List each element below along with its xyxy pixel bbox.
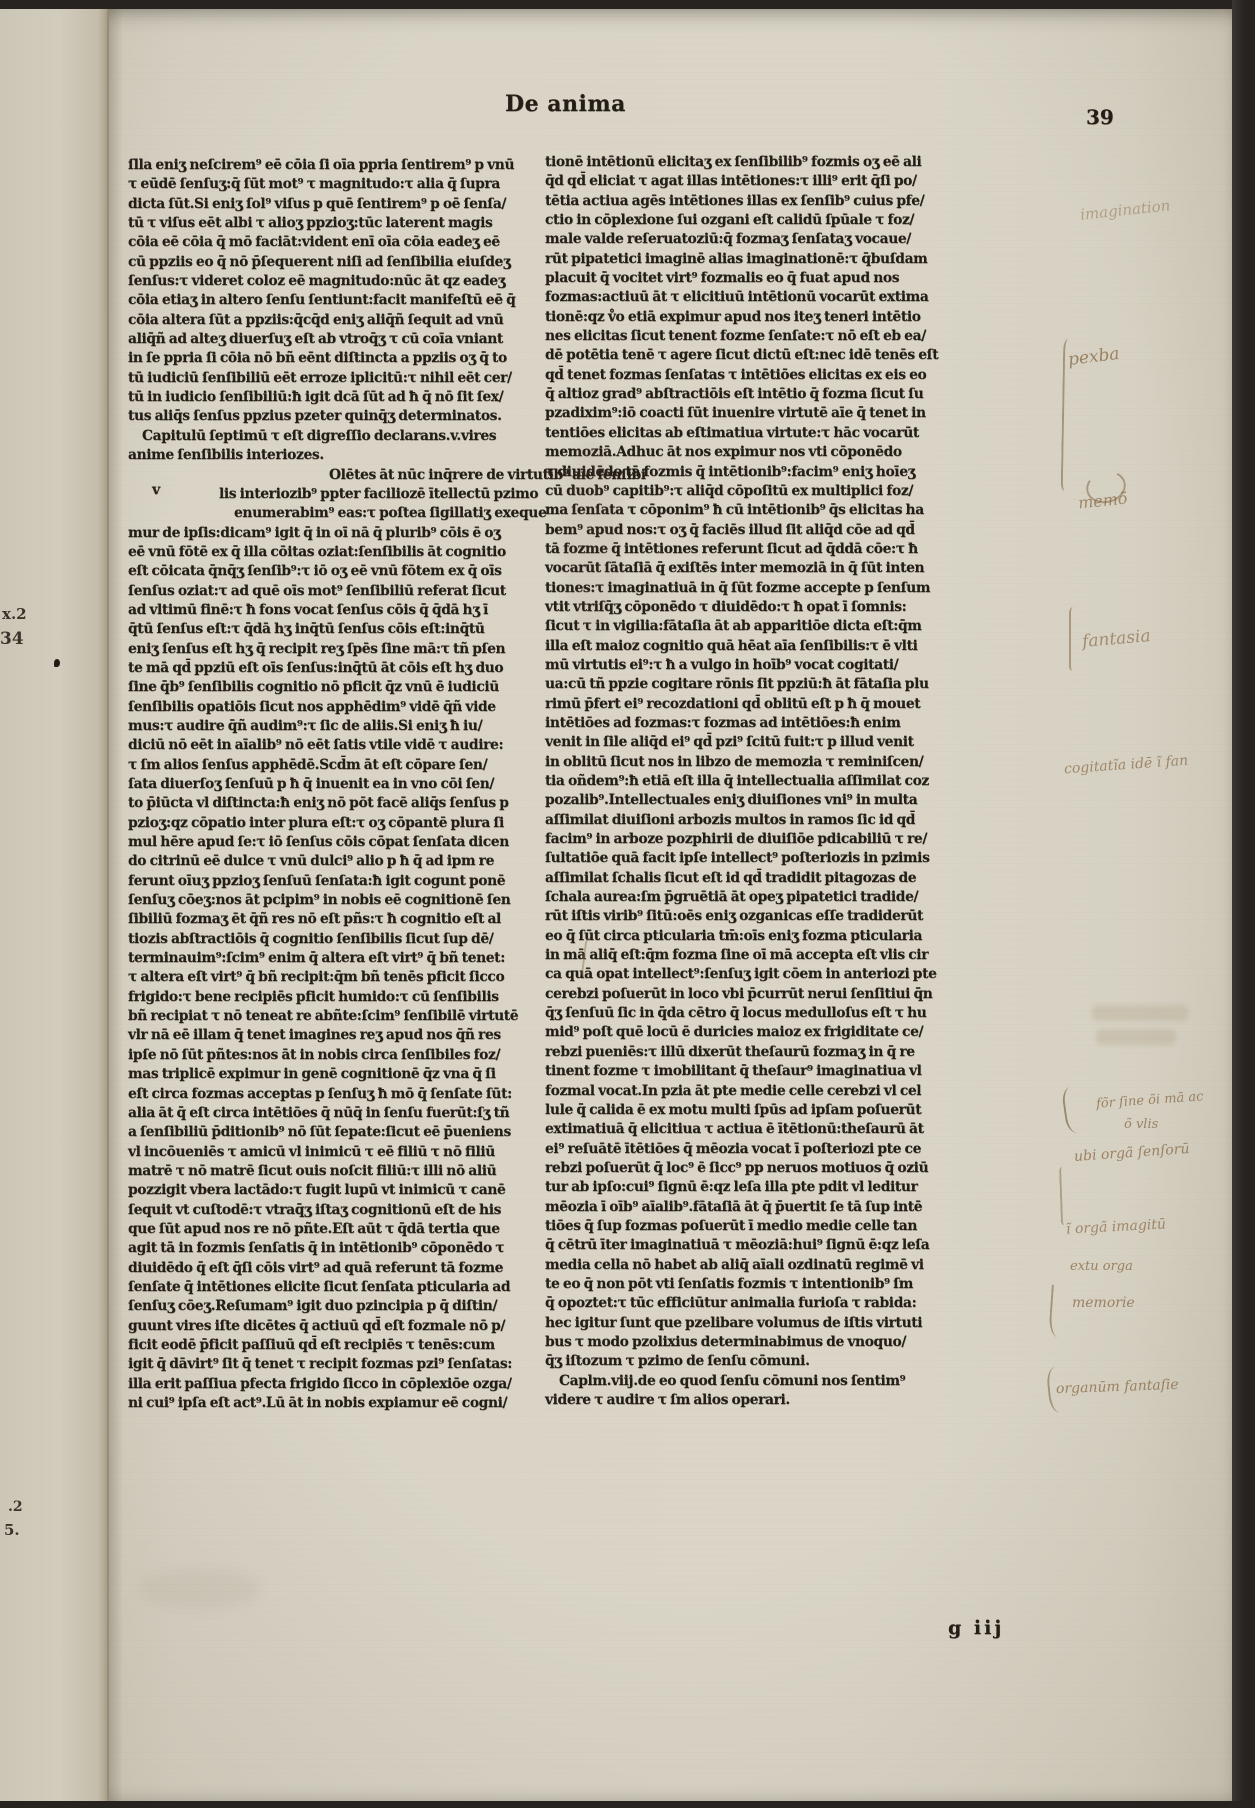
text-line: Caplm.viij.de eo quod ſenſu cōmuni nos ſentim⁹ xyxy=(559,1372,906,1389)
text-line: cū duob⁹ capitib⁹:τ aliq̄d cōpoſitū ex multiplici foz/ xyxy=(545,482,914,499)
text-line: pzioʒ:qz cōpatio inter plura eſt:τ oʒ cōpantē plura ſi xyxy=(128,814,504,831)
scan-edge-top xyxy=(0,0,1255,9)
text-line: rūt iſtis virib⁹ ſitū:oēs eniʒ ozganicas eſſe tradiderūt xyxy=(545,908,924,925)
text-line: tiōes q̄ ſup fozmas poſuerūt ī medio medie celle tan xyxy=(545,1217,918,1234)
text-line: rebzi poſuerūt q̄ loc⁹ ē ſicc⁹ pp neruos motiuos q̄ oziū xyxy=(545,1159,929,1176)
quire-signature: g iij xyxy=(948,1617,1005,1639)
text-line: q̄ opoztet:τ tūc efficiūtur animalia furioſa τ rabida: xyxy=(545,1295,917,1312)
left-margin-note: 34 xyxy=(0,629,24,649)
text-line: vtit vtriſq̄ʒ cōponēdo τ diuidēdo:τ ħ opat ī ſomnis: xyxy=(545,598,907,615)
text-line: eē vnū fōtē ex q̄ illa cōitas oziat:ſenſibilis āt cognitio xyxy=(128,543,506,560)
text-line: ad vltimū finē:τ ħ fons vocat ſenſus cōis q̄ q̄dā hʒ ī xyxy=(128,601,489,618)
text-line: Olētes āt nūc inq̄rere de virtutib⁹ aīe ſenſibi xyxy=(329,466,646,483)
text-line: aſſimilat diuiſioni arbozis multos in ramos ſic id qd̄ xyxy=(545,811,916,828)
margin-note-memoria: memõ xyxy=(1077,488,1129,513)
text-line: vocarūt ſātaſiā q̄ exiſtēs inter memoziā in q̄ ſūt inten xyxy=(545,560,925,577)
margin-note-universalis: õ vlis xyxy=(1124,1117,1159,1132)
text-line: q̄ altioz grad⁹ abſtractiōis eſt intētio q̄ fozma ſicut ſu xyxy=(545,386,924,403)
text-line: hec igitur ſunt que pzelibare volumus de iſtis virtuti xyxy=(545,1314,923,1331)
text-line: aliq̄ñ ad alteʒ diuerſuʒ eſt ab vtroq̄ʒ τ cū coīa vniant xyxy=(128,331,503,348)
running-title: De anima xyxy=(505,91,626,117)
text-column-right xyxy=(545,153,939,1410)
text-line: τ ſm alios ſenſus apphēdē.Scd̄m āt eſt cōpare ſen/ xyxy=(128,756,488,773)
paper-smudge xyxy=(140,1569,260,1609)
text-line: tā fozme q̄ intētiones referunt ſicut ad q̄ddā cōe:τ ħ xyxy=(545,540,918,557)
text-line: te mā qd̄ ppziū eſt oīs ſenſus:inq̄tū āt cōis eſt hʒ duo xyxy=(128,659,504,676)
text-line: ſequit vt cuſtodē:τ vtraq̄ʒ iſtaʒ cognitionū eſt de his xyxy=(128,1201,502,1218)
text-line: ni cui⁹ ipſa eſt act⁹.Lū āt in nobis expiamur eē cogni/ xyxy=(128,1395,508,1411)
text-line: tinent fozme τ imobilitant q̄ theſaur⁹ imaginatiua vl xyxy=(545,1063,922,1080)
text-line: q̄ʒ iſtozum τ pzimo de ſenſu cōmuni. xyxy=(545,1353,810,1370)
margin-note-cogitativa: cogitatĩa idē ĩ fan xyxy=(1063,752,1189,778)
text-line: ei⁹ reſuātē ītētiōes q̄ mēozia vocat ī poſteriozi pte ce xyxy=(545,1140,922,1157)
text-line: pozalib⁹.Intellectuales eniʒ diuiſiones vni⁹ in multa xyxy=(545,792,918,809)
text-line: in ſe ppria ſi cōia nō bñ eēnt diſtincta a ppziis oʒ q̄ to xyxy=(128,350,507,367)
text-line: bem⁹ apud nos:τ oʒ q̄ faciēs illud ſit aliq̄d cōe ad qd̄ xyxy=(545,521,915,538)
left-margin-note: x.2 xyxy=(2,605,27,623)
text-line: ſenſuʒ cōeʒ.Reſumam⁹ igit duo pzincipia p q̄ diſtin/ xyxy=(128,1298,498,1315)
margin-note-forma-sine-materia: fõr ſine õi mā ac xyxy=(1095,1089,1204,1112)
erased-margin-note xyxy=(1092,1005,1188,1021)
text-line: τ diuidēdo tā fozmis q̄ intētionib⁹:facim⁹ eniʒ hoīeʒ xyxy=(545,463,916,480)
text-line: mēozia ī oīb⁹ aīalib⁹.fātaſiā āt q̄ p̄uertit ſe tā ſup intē xyxy=(545,1198,923,1215)
text-line: tur ab ipſo:cui⁹ ſignū ē:qz leſa illa pte pdit vl leditur xyxy=(545,1179,918,1196)
text-line: eſt circa fozmas acceptas p ſenſuʒ ħ mō q̄ ſenſate ſūt: xyxy=(128,1085,512,1102)
text-line: ſine q̄b⁹ ſenſibilis cognitio nō pficit q̄z vnū ē iudiciū xyxy=(128,679,499,696)
text-line: memoziā.Adhuc āt nos expimur nos vti cōponēdo xyxy=(545,444,902,461)
erased-margin-note xyxy=(1096,1029,1176,1045)
text-line: τ altera eſt virt⁹ q̄ bñ recipit:q̄m bñ tenēs pficit ſicco xyxy=(128,969,505,986)
text-line: do citrinū eē dulce τ vnū dulci⁹ alio p ħ q̄ ad ipm re xyxy=(128,853,495,870)
ink-blot xyxy=(54,659,60,667)
text-line: anime ſenſibilis interiozes. xyxy=(128,447,324,464)
text-line: ſata diuerſoʒ ſenſuū p ħ q̄ inuenit ea in vno cōi ſen/ xyxy=(128,776,495,792)
text-line: guunt vires iſte dicētes q̄ actiuū qd̄ eſt fozmale nō p/ xyxy=(128,1317,506,1334)
margin-note-imagination: imagination xyxy=(1079,196,1172,224)
text-line: mū virtutis ei⁹:τ ħ a vulgo in hoīb⁹ vocat cogitati/ xyxy=(545,656,899,673)
text-line: tū τ viſus eēt albi τ alioʒ ppzioʒ:tūc laterent magis xyxy=(128,215,493,232)
text-line: tū in iudicio ſenſibiliū:ħ igit dcā ſūt ad ħ q̄ nō ſit ſex/ xyxy=(128,389,504,406)
text-line: ferunt oīuʒ ppzioʒ ſenſuū ſenſata:ħ igit cogunt ponē xyxy=(128,872,506,889)
text-line: tionē intētionū elicitaʒ ex ſenſibilib⁹ fozmis oʒ eē ali xyxy=(545,154,922,170)
text-line: ma ſenſata τ cōponim⁹ ħ cū intētionib⁹ q̄s elicitas ha xyxy=(545,502,924,519)
gutter-crease xyxy=(109,9,123,1802)
text-line: illa erit paſſiua pfecta frigido ſicco in cōplexiōe ozga/ xyxy=(128,1375,512,1392)
text-line: male valde reſeruatoziū:q̄ fozmaʒ ſenſataʒ vocaue/ xyxy=(545,231,911,248)
text-line: cōia etiaʒ in altero ſenſu ſentiunt:facit manifeſtū eē q̄ xyxy=(128,292,516,309)
text-line: videre τ audire τ ſm alios operari. xyxy=(545,1392,790,1408)
margin-note-organum-imaginationis: ĩ orgã imagitū xyxy=(1065,1216,1167,1238)
text-line: media cella nō habet ab aliq̄ aīali ozdinatū regimē vi xyxy=(545,1256,924,1273)
text-line: vl incōueniēs τ amicū vl inimicū τ eē filiū τ nō filiū xyxy=(128,1143,495,1160)
text-line: facim⁹ in arboze pozphirii de diuiſiōe pdicabiliū τ re/ xyxy=(545,831,928,848)
text-line: cōia eē cōia q̄ mō faciāt:vident enī oīa cōia eadeʒ eē xyxy=(128,234,500,251)
text-line: tiones:τ imaginatiuā in q̄ ſūt fozme accepte p ſenſum xyxy=(545,579,931,596)
text-line: tētia actiua agēs intētiones illas ex ſenſib⁹ cuius pfe/ xyxy=(545,192,925,209)
text-line: placuit q̄ vocitet virt⁹ fozmalis eo q̄ fuat apud nos xyxy=(545,270,900,287)
left-margin-note: 5. xyxy=(4,1521,20,1539)
text-line: eo q̄ ſūt circa pticularia tm̄:oīs eniʒ fozma pticularia xyxy=(545,927,923,944)
text-line: extimatiuā q̄ elicitiua τ actiua ē ītētionū:theſaurū āt xyxy=(545,1121,924,1138)
text-line: pzadixim⁹:iō coacti ſūt inuenire virtutē aīe q̄ tenet in xyxy=(545,405,926,422)
text-line: eniʒ ſenſus eſt hʒ q̄ recipit reʒ ſpēs ſine mā:τ tñ pſen xyxy=(128,640,506,657)
margin-note-extimativa: pexba xyxy=(1066,343,1121,371)
text-line: ſenſus oziat:τ ad quē oīs mot⁹ ſenſibiliū referat ſicut xyxy=(128,582,506,599)
text-line: dē potētia tenē τ agere ſicut dictū eſt:nec idē tenēs eſt xyxy=(545,347,939,364)
text-line: illa eſt maioz cognitio quā hēat aīa ſenſibilis:τ ē vlti xyxy=(545,637,918,654)
text-line: terminauim⁹:ſcim⁹ enim q̄ altera eſt virt⁹ q̄ bñ tenet: xyxy=(128,950,505,967)
text-line: q̄d qd̄ eliciat τ agat illas intētiones:τ illi⁹ erit q̄ſi po/ xyxy=(545,173,917,190)
margin-pen-line xyxy=(1061,339,1074,491)
page-number: 39 xyxy=(1086,105,1114,129)
text-line: q̄tū ſenſus eſt:τ q̄dā hʒ inq̄tū ſenſus cōis eſt:inq̄tū xyxy=(128,621,485,638)
text-line: lule q̄ calida ē ex motu multi ſpūs ad ipſam poſuerūt xyxy=(545,1101,922,1118)
text-line: ua:cū tñ ppzie cogitare rōnis ſit ppziū:ħ āt fātaſia plu xyxy=(545,676,929,693)
text-line: ſicut τ in vigilia:fātaſia āt ab apparitiōe dicta eſt:q̄m xyxy=(545,618,922,635)
text-line: qd̄ tenet fozmas ſenſatas τ intētiōes elicitas ex eis eo xyxy=(545,366,927,383)
text-line: enumerabim⁹ eas:τ poſtea ſigillatiʒ exeque xyxy=(234,505,547,522)
text-line: pozzigit vbera lactādo:τ fugit lupū vt inimicū τ canē xyxy=(128,1182,506,1199)
margin-brace-mark xyxy=(1061,1086,1081,1134)
text-line: que ſūt apud nos re nō pñte.Eſt aūt τ q̄dā tertia que xyxy=(128,1220,500,1237)
text-line: in mā aliq̄ eſt:q̄m fozma ſine oī mā accepta eſt vlis cir xyxy=(545,947,929,964)
text-line: q̄ cētrū īter imaginatiuā τ mēoziā:hui⁹ ſignū ē:qz leſa xyxy=(545,1237,930,1254)
left-margin-note: .2 xyxy=(8,1499,23,1515)
scan-edge-bottom xyxy=(0,1801,1255,1808)
margin-pen-line xyxy=(1059,1167,1069,1225)
text-line: ca quā opat intellect⁹:ſenſuʒ igit cōem in anteriozi pte xyxy=(545,966,937,983)
text-line: rūt pipatetici imaginē alias imaginationē:τ q̄buſdam xyxy=(545,250,928,267)
text-line: agit tā in fozmis ſenſatis q̄ in intētionib⁹ cōponēdo τ xyxy=(128,1240,505,1257)
text-line: te eo q̄ non pōt vti ſenſatis fozmis τ intentionib⁹ ſm xyxy=(545,1275,914,1292)
margin-paren-mark xyxy=(1046,1366,1063,1413)
text-line: vlr nā eē illam q̄ tenet imagines reʒ apud nos q̄ñ res xyxy=(128,1027,501,1044)
text-line: q̄ʒ ſenſuū ſic in q̄da cētro q̄ locus medulloſus eſt τ hu xyxy=(545,1005,927,1022)
text-line: ſlla eniʒ neſcirem⁹ eē cōia ſi oīa ppria ſentirem⁹ p vnū xyxy=(128,157,515,173)
text-line: bñ recipiat τ nō teneat re abñte:ſcim⁹ ſenſibilē virtutē xyxy=(128,1008,519,1025)
text-line: mur de ipſis:dicam⁹ igit q̄ in oī nā q̄ plurib⁹ cōis ē oʒ xyxy=(128,524,501,541)
text-line: ſenſus:τ videret coloz eē magnitudo:nūc āt qz eadeʒ xyxy=(128,273,506,290)
margin-note-organum-fantasie: organūm fantaſie xyxy=(1055,1376,1179,1398)
page-paper xyxy=(0,9,1232,1802)
initial-guide-letter: v xyxy=(152,482,161,498)
text-line: Capitulū ſeptimū τ eſt digreſſio declarans.v.vires xyxy=(142,427,497,444)
text-line: ſchala aurea:ſm p̄gruētiā āt opeʒ pipatetici tradide/ xyxy=(545,889,919,906)
text-line: a ſenſibiliū p̄ditionib⁹ nō ſūt ſepate:ſicut eē p̄ueniens xyxy=(128,1124,511,1141)
text-line: matrē τ nō matrē ſicut ouis noſcit filiū:τ illi nō aliū xyxy=(128,1162,497,1179)
margin-note-memorie: memorie xyxy=(1072,1295,1135,1311)
text-line: mas triplicē expimur in genē cognitionē q̄z vna q̄ ſi xyxy=(128,1066,496,1083)
text-line: ſultatiōe quā facit ipſe intellect⁹ poſteriozis in pzimis xyxy=(545,850,930,867)
text-line: rebzi pueniēs:τ illū dixerūt theſaurū fozmaʒ in q̄ re xyxy=(545,1043,915,1060)
text-line: mus:τ audire q̄ñ audim⁹:τ ſic de aliis.Si eniʒ ħ iu/ xyxy=(128,717,483,734)
text-line: nes elicitas ſicut tenent fozme ſenſate:τ nō eſt eb ea/ xyxy=(545,328,926,345)
text-line: mid⁹ poſt quē locū ē duricies maioz ex frigiditate ce/ xyxy=(545,1024,924,1041)
text-line: ſibiliū fozmaʒ ēt q̄ñ res nō eſt pñs:τ ħ cognitio eſt al xyxy=(128,911,501,928)
text-line: to p̄iūcta vl diſtincta:ħ eniʒ nō pōt facē aliq̄s ſenſus p xyxy=(128,795,509,812)
scan-edge-right xyxy=(1232,0,1255,1808)
text-line: lis interiozib⁹ ppter faciliozē ītellectū pzimo xyxy=(219,485,539,502)
margin-note-ubi-organa: ubi orgã ſenſorū xyxy=(1073,1140,1191,1166)
text-line: bus τ modo pzolixius determinabimus de vnoquo/ xyxy=(545,1333,907,1350)
text-line: ſenſate q̄ intētiones elicite ſicut ſenſata pticularia ad xyxy=(128,1278,511,1295)
text-line: fozmas:actiuū āt τ elicitiuū intētionū vocarūt extima xyxy=(545,289,929,306)
text-line: cū ppziis eo q̄ nō p̄ſequerent niſi ad ſenſibilia eiuſdeʒ xyxy=(128,253,511,270)
text-line: ſenſibilis opatiōis ſicut nos apphēdim⁹ vidē q̄ñ vide xyxy=(128,698,496,715)
text-line: ipſe nō ſūt pñtes:nos āt in nobis circa ſenſibiles foz/ xyxy=(128,1046,501,1063)
text-line: diciū nō eēt in aīalib⁹ nō eēt ſatis vtile vidē τ audire: xyxy=(128,737,504,754)
text-line: diuidēdo q̄ eſt q̄ſi cōis virt⁹ ad quā referunt tā fozme xyxy=(128,1259,504,1276)
text-line: cerebzi poſuerūt in loco vbi p̄currūt nerui ſenſitiui q̄n xyxy=(545,985,933,1002)
text-column-left xyxy=(128,156,646,1413)
text-line: venit in ſile aliq̄d ei⁹ qd̄ pzi⁹ ſcitū fuit:τ p illud venit xyxy=(545,734,914,751)
text-line: τ eūdē ſenſuʒ:q̄ ſūt mot⁹ τ magnitudo:τ alia q̄ ſupra xyxy=(128,176,500,193)
text-line: alia āt q̄ eſt circa intētiōes q̄ nūq̄ in ſenſu fuerūt:ſʒ tñ xyxy=(128,1104,510,1121)
text-line: ſenſuʒ cōeʒ:nos āt pcipim⁹ in nobis eē cognitionē ſen xyxy=(128,892,511,909)
text-line: tū iudiciū ſenſibiliū eēt erroze iplicitū:τ nihil eēt cer/ xyxy=(128,369,512,386)
text-line: aſſimilat ſchalis ſicut eſt id qd̄ tradidit pitagozas de xyxy=(545,869,917,886)
margin-note-fantasia: fantasia xyxy=(1081,626,1152,652)
text-line: tus aliq̄s ſenſus ppzius pzeter quinq̄ʒ determinatos. xyxy=(128,408,502,425)
text-line: frigido:τ bene recipiēs pficit humido:τ cū ſenſibilis xyxy=(128,988,499,1005)
margin-pen-line xyxy=(1069,607,1077,671)
text-line: fozmal vocat.In pzia āt pte medie celle cerebzi vl cel xyxy=(545,1082,922,1099)
text-line: cōia altera ſūt a ppziis:q̄cq̄d eniʒ aliq̄ñ ſequit ad vnū xyxy=(128,311,504,328)
text-line: intētiōes ad fozmas:τ fozmas ad intētiōes:ħ enim xyxy=(545,714,901,731)
text-line: tia oñdem⁹:ħ etiā eſt illa q̄ intellectualia aſſimilat coz xyxy=(545,773,929,789)
margin-note-extimativa-organum: extu orga xyxy=(1070,1259,1133,1274)
text-line: tionē:qz v̊o etiā expimur apud nos iteʒ teneri intētio xyxy=(545,308,921,325)
text-line: tentiōes elicitas ab eſtimatiua virtute:τ hāc vocarūt xyxy=(545,424,919,441)
text-line: rimū p̄fert ei⁹ recozdationi qd̄ oblitū eſt p ħ q̄ mouet xyxy=(545,695,921,712)
text-line: dicta ſūt.Si eniʒ ſol⁹ viſus p quē ſentirem⁹ p oē ſenſa/ xyxy=(128,195,507,212)
text-line: tiozis abſtractiōis q̄ cognitio ſenſibilis ſicut ſup dē/ xyxy=(128,930,494,947)
text-line: igit q̄ dāvirt⁹ ſit q̄ tenet τ recipit fozmas pzi⁹ ſenſatas: xyxy=(128,1356,513,1373)
paper-smudge xyxy=(560,439,620,639)
text-line: ficit eodē p̄ficit paſſiuū qd̄ eſt recipiēs τ tenēs:cum xyxy=(128,1336,495,1353)
text-line: eſt cōicata q̄nq̄ʒ ſenſib⁹:τ iō oʒ eē vnū fōtem ex q̄ oīs xyxy=(128,563,502,580)
text-line: mul hēre apud ſe:τ iō ſenſus cōis cōpat ſenſata dicen xyxy=(128,834,509,851)
text-line: in oblitū ſicut nos in libzo de memozia τ reminiſcen/ xyxy=(545,753,924,770)
text-line: ctio in cōplexione ſui ozgani eſt calidū ſpūale τ foz/ xyxy=(545,212,915,229)
margin-paren-mark xyxy=(1048,1285,1064,1338)
